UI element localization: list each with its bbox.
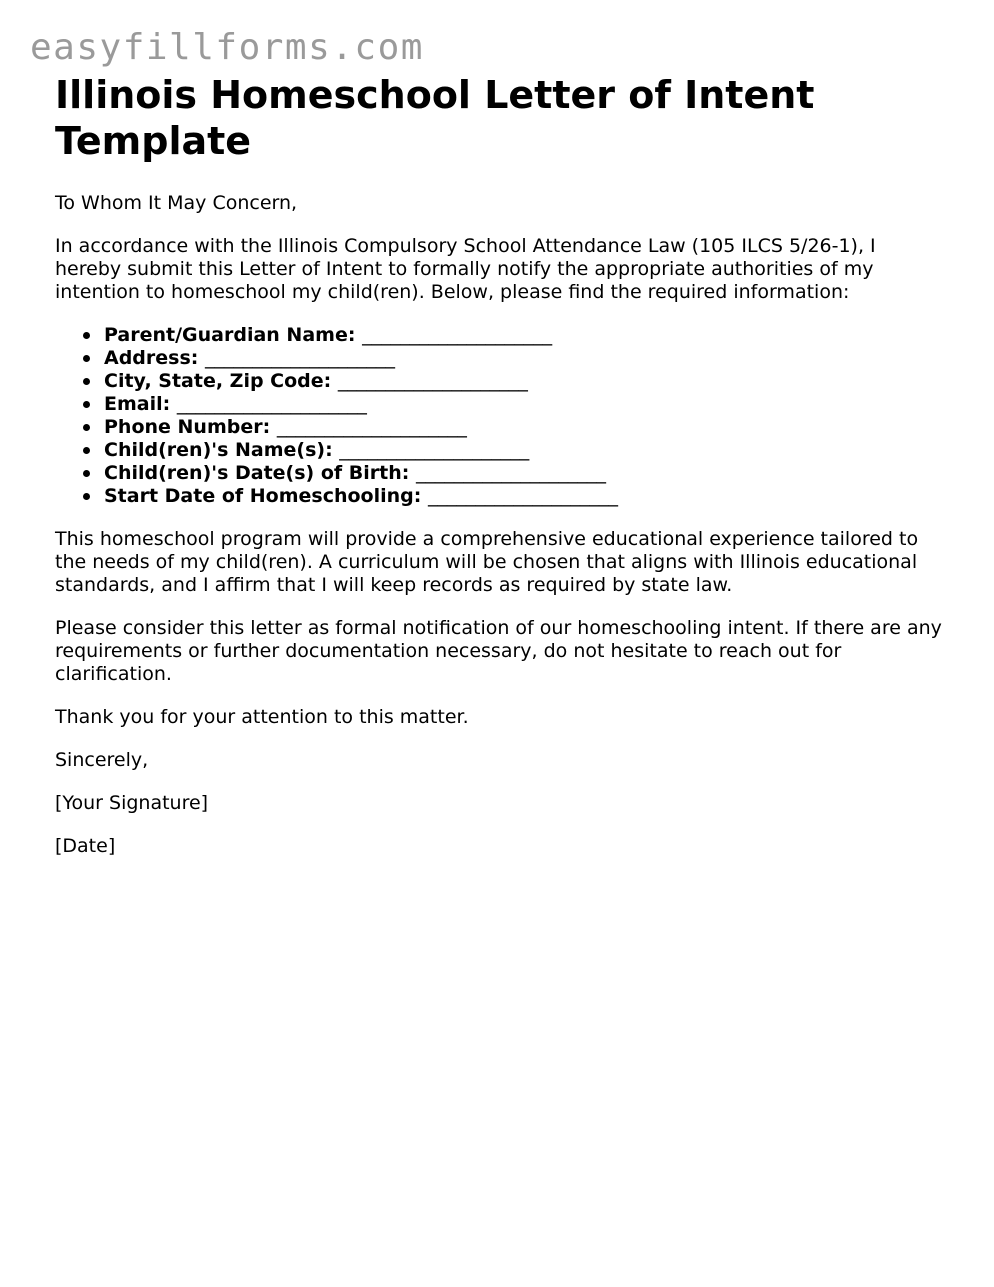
field-label: Parent/Guardian Name: bbox=[104, 324, 356, 346]
letter-page bbox=[55, 72, 945, 878]
field-children-dob bbox=[104, 462, 945, 485]
field-children-names bbox=[104, 439, 945, 462]
signature-placeholder: [Your Signature] bbox=[55, 792, 209, 814]
notification-paragraph: Please consider this letter as formal notification of our homeschooling intent. If there are any requirements or further documentation necessary, do not hesitate to reach out for clarification. bbox=[55, 617, 942, 685]
field-address bbox=[104, 347, 945, 370]
date-placeholder: [Date] bbox=[55, 835, 116, 857]
field-label: Child(ren)'s Name(s): bbox=[104, 439, 333, 461]
field-blank: ____________________ bbox=[427, 485, 618, 507]
program-paragraph: This homeschool program will provide a comprehensive educational experience tailored to the needs of my child(ren). A curriculum will be chosen that aligns with Illinois educational standards, and I affirm that I will keep records as required by state law. bbox=[55, 528, 919, 596]
field-blank: ____________________ bbox=[339, 439, 530, 461]
thanks-line: Thank you for your attention to this matter. bbox=[55, 706, 469, 728]
salutation: To Whom It May Concern, bbox=[55, 192, 298, 214]
field-blank: ____________________ bbox=[337, 370, 528, 392]
field-label: Email: bbox=[104, 393, 171, 415]
field-label: Child(ren)'s Date(s) of Birth: bbox=[104, 462, 410, 484]
field-blank: ____________________ bbox=[176, 393, 367, 415]
field-blank: ____________________ bbox=[415, 462, 606, 484]
field-label: City, State, Zip Code: bbox=[104, 370, 332, 392]
intro-paragraph: In accordance with the Illinois Compulsory School Attendance Law (105 ILCS 5/26-1), I hereby submit this Letter of Intent to formally notify the appropriate authorities of my intention to homeschool my child(ren). Below, please find the required information: bbox=[55, 235, 876, 303]
field-label: Address: bbox=[104, 347, 199, 369]
field-label: Phone Number: bbox=[104, 416, 271, 438]
field-parent-guardian-name bbox=[104, 324, 945, 347]
document-title: Illinois Homeschool Letter of Intent Template bbox=[55, 73, 815, 163]
field-label: Start Date of Homeschooling: bbox=[104, 485, 422, 507]
watermark: easyfillforms.com bbox=[30, 27, 424, 68]
required-info-list bbox=[55, 324, 945, 508]
closing-line: Sincerely, bbox=[55, 749, 149, 771]
field-start-date bbox=[104, 485, 945, 508]
field-email bbox=[104, 393, 945, 416]
field-city-state-zip bbox=[104, 370, 945, 393]
field-phone-number bbox=[104, 416, 945, 439]
field-blank: ____________________ bbox=[205, 347, 396, 369]
field-blank: ____________________ bbox=[276, 416, 467, 438]
field-blank: ____________________ bbox=[362, 324, 553, 346]
